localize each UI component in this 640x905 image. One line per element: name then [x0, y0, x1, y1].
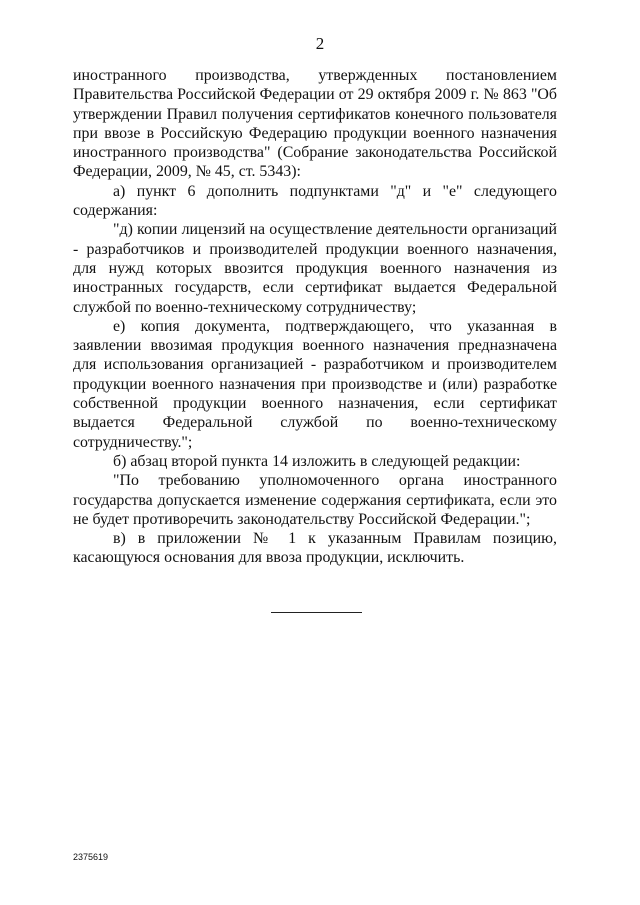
document-code: 2375619 [73, 852, 109, 862]
paragraph-intro-continuation: иностранного производства, утвержденных постановлением Правительства Российской Федерации от 29 октября 2009 г. № 863 "Об утверждении Правил получения сертификатов конечного пользователя при ввозе в Российскую Федерацию продукции военного назначения иностранного производства" (Собрание законодательства Российской Федерации, 2009, № 45, ст. 5343): [73, 67, 557, 181]
paragraph-item-b: б) абзац второй пункта 14 изложить в следующей редакции: [113, 452, 521, 470]
paragraph-item-a: а) пункт 6 дополнить подпунктами "д" и "е" следующего содержания: [73, 182, 557, 220]
end-divider-line [271, 612, 362, 613]
paragraph-subitem-e: е) копия документа, подтверждающего, что указанная в заявлении ввозимая продукция военного назначения предназначена для использования организацией - разработчиком и производителем продукции военного назначения при производстве и (или) разработке собственной продукции военного назначения, если сертификат выдается Федеральной службой по военно-техническому сотрудничеству."; [73, 317, 557, 451]
paragraph-quoted-text: "По требованию уполномоченного органа иностранного государства допускается изменение содержания сертификата, если это не будет противоречить законодательству Российской Федерации."; [73, 472, 557, 528]
paragraph-item-v: в) в приложении № 1 к указанным Правилам позицию, касающуюся основания для ввоза продукции, исключить. [73, 530, 557, 567]
paragraph-subitem-d: "д) копии лицензий на осуществление деятельности организаций - разработчиков и производителей продукции военного назначения, для нужд которых ввозится продукция военного назначения из иностранных государств, если сертификат выдается Федеральной службой по военно-техническому сотрудничеству; [73, 221, 557, 316]
page-number: 2 [315, 34, 325, 53]
document-body [73, 66, 557, 568]
